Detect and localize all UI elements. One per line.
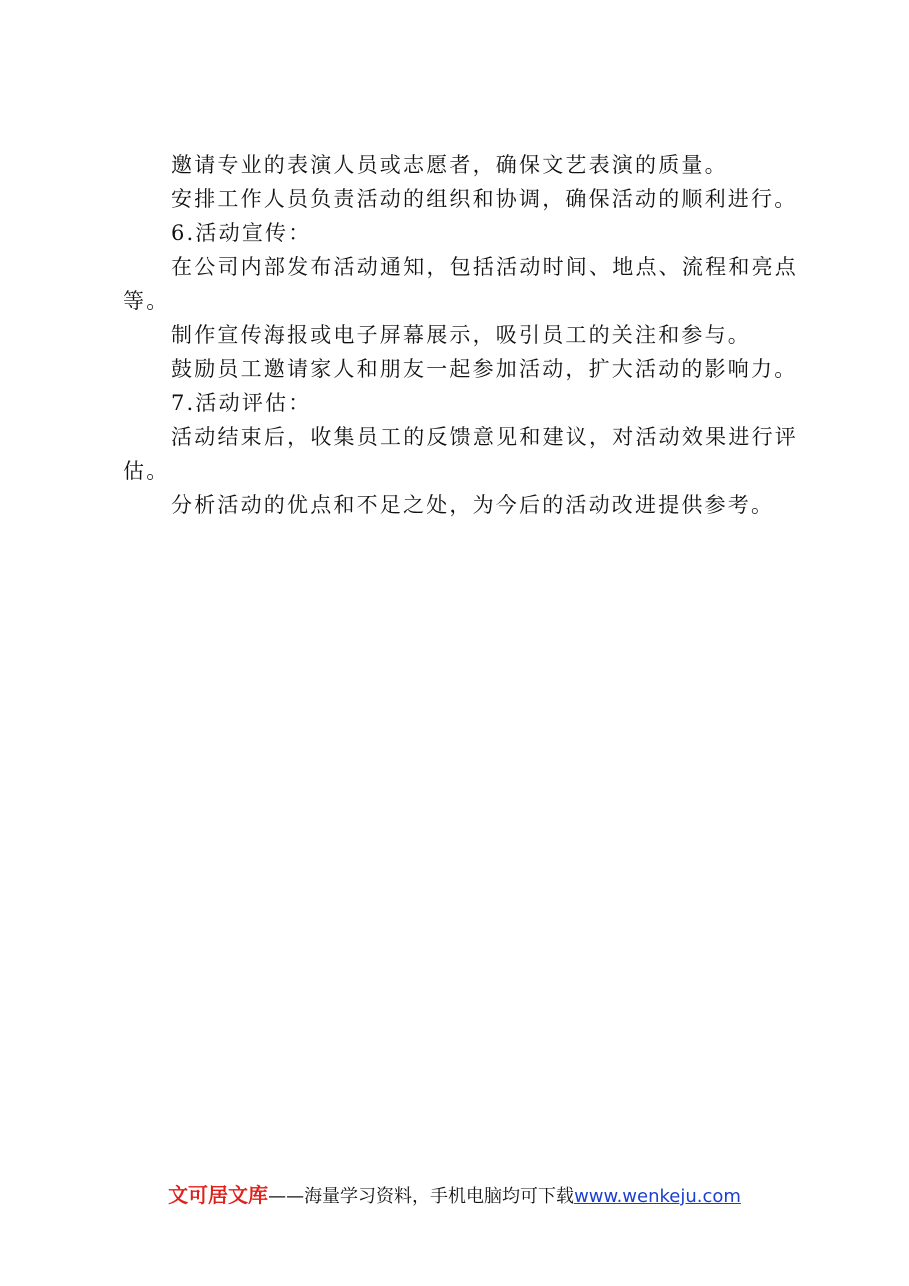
paragraph-invite-family: 鼓励员工邀请家人和朋友一起参加活动，扩大活动的影响力。 <box>171 357 798 381</box>
footer-website-link[interactable]: www.wenkeju.com <box>574 1186 741 1207</box>
paragraph-posters: 制作宣传海报或电子屏幕展示，吸引员工的关注和参与。 <box>171 323 751 347</box>
section-heading-promotion: 6.活动宣传： <box>171 221 312 245</box>
footer-banner <box>0 1181 909 1211</box>
paragraph-invite-performers: 邀请专业的表演人员或志愿者，确保文艺表演的质量。 <box>171 153 728 177</box>
paragraph-collect-feedback: 活动结束后，收集员工的反馈意见和建议，对活动效果进行评估。 <box>123 425 798 483</box>
footer-tagline: ——海量学习资料，手机电脑均可下载 <box>268 1186 575 1207</box>
paragraph-analysis: 分析活动的优点和不足之处，为今后的活动改进提供参考。 <box>171 493 775 517</box>
footer-brand: 文可居文库 <box>168 1183 269 1207</box>
paragraph-staff-coordination: 安排工作人员负责活动的组织和协调，确保活动的顺利进行。 <box>171 187 798 211</box>
paragraph-internal-notice: 在公司内部发布活动通知，包括活动时间、地点、流程和亮点等。 <box>123 255 798 313</box>
document-body <box>123 148 798 522</box>
section-heading-evaluation: 7.活动评估： <box>171 391 312 415</box>
